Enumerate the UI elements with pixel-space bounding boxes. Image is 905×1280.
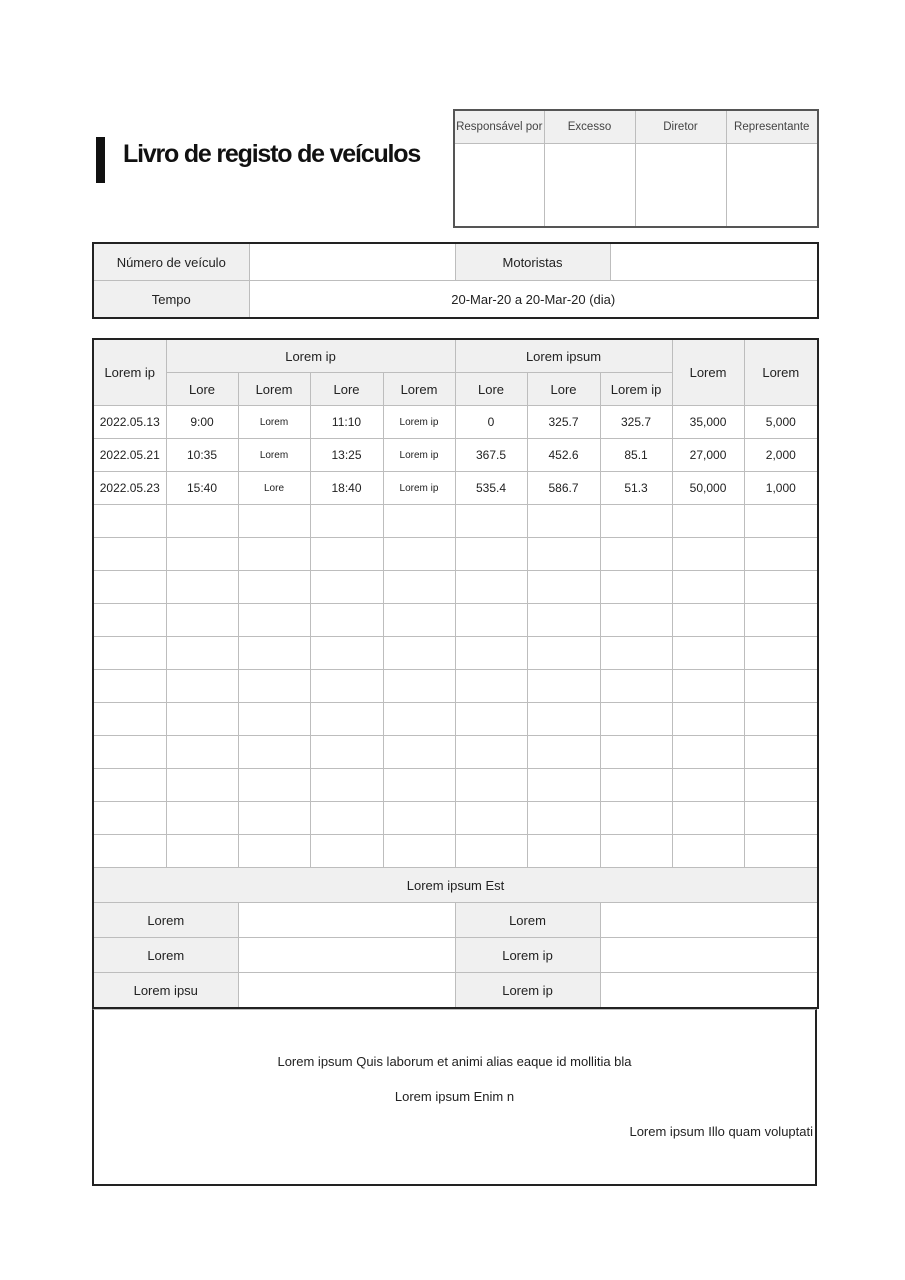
table-cell[interactable]: [672, 505, 744, 538]
table-cell[interactable]: 0: [455, 406, 527, 439]
table-cell[interactable]: [383, 637, 455, 670]
table-row: [93, 406, 818, 439]
table-cell[interactable]: [527, 670, 600, 703]
table-cell[interactable]: [600, 505, 672, 538]
table-cell[interactable]: [527, 604, 600, 637]
table-cell[interactable]: [455, 637, 527, 670]
table-cell[interactable]: [455, 769, 527, 802]
table-cell[interactable]: 85.1: [600, 439, 672, 472]
time-field[interactable]: 20-Mar-20 a 20-Mar-20 (dia): [249, 281, 818, 319]
approval-box: [453, 109, 819, 228]
notes-box[interactable]: [92, 1009, 817, 1186]
table-cell[interactable]: [238, 637, 310, 670]
table-cell[interactable]: [455, 835, 527, 868]
table-cell[interactable]: [600, 769, 672, 802]
table-cell[interactable]: 2,000: [744, 439, 818, 472]
table-cell[interactable]: [600, 802, 672, 835]
table-row: [93, 769, 818, 802]
table-cell[interactable]: [383, 802, 455, 835]
table-cell[interactable]: [166, 538, 238, 571]
table-row: [93, 505, 818, 538]
table-cell[interactable]: [166, 769, 238, 802]
table-cell[interactable]: [672, 703, 744, 736]
table-cell[interactable]: 325.7: [600, 406, 672, 439]
table-cell[interactable]: 51.3: [600, 472, 672, 505]
table-cell[interactable]: [744, 703, 818, 736]
log-header-date: Lorem ip: [93, 339, 166, 406]
table-row: [93, 571, 818, 604]
table-cell[interactable]: Lorem ip: [383, 439, 455, 472]
notes-line: Lorem ipsum Enim n: [394, 1089, 515, 1104]
table-cell[interactable]: 27,000: [672, 439, 744, 472]
table-cell[interactable]: [600, 835, 672, 868]
table-cell[interactable]: [166, 736, 238, 769]
title-accent-bar: [96, 137, 105, 183]
table-cell[interactable]: [93, 703, 166, 736]
summary-title: Lorem ipsum Est: [93, 868, 818, 903]
table-cell[interactable]: [527, 769, 600, 802]
table-cell[interactable]: [310, 538, 383, 571]
table-cell[interactable]: [744, 571, 818, 604]
table-cell[interactable]: [310, 736, 383, 769]
table-cell[interactable]: [672, 736, 744, 769]
drivers-field[interactable]: [610, 243, 818, 281]
table-cell[interactable]: [238, 604, 310, 637]
table-cell[interactable]: [672, 538, 744, 571]
table-cell[interactable]: 11:10: [310, 406, 383, 439]
table-cell[interactable]: [744, 637, 818, 670]
approval-signature-cell[interactable]: [454, 144, 544, 228]
table-cell[interactable]: [166, 802, 238, 835]
approval-signature-cell[interactable]: [635, 144, 726, 228]
time-label: Tempo: [93, 281, 249, 319]
table-cell[interactable]: [238, 571, 310, 604]
approval-header-director: Diretor: [635, 110, 726, 144]
table-cell[interactable]: [455, 538, 527, 571]
table-cell[interactable]: [600, 637, 672, 670]
table-cell[interactable]: [455, 571, 527, 604]
table-cell[interactable]: [93, 802, 166, 835]
table-cell[interactable]: [383, 835, 455, 868]
log-header-group-distance: Lorem ipsum: [455, 339, 672, 373]
summary-field[interactable]: [600, 938, 818, 973]
table-row: [93, 736, 818, 769]
table-cell[interactable]: 535.4: [455, 472, 527, 505]
vehicle-info-table: [92, 242, 819, 319]
table-cell[interactable]: [310, 670, 383, 703]
table-cell[interactable]: [527, 703, 600, 736]
log-subheader: Lore: [166, 373, 238, 406]
table-cell[interactable]: 367.5: [455, 439, 527, 472]
table-cell[interactable]: [527, 538, 600, 571]
table-cell[interactable]: [600, 604, 672, 637]
table-cell[interactable]: [238, 835, 310, 868]
table-cell[interactable]: Lorem ip: [383, 406, 455, 439]
log-subheader: Lore: [527, 373, 600, 406]
table-row: [93, 835, 818, 868]
table-cell[interactable]: [600, 670, 672, 703]
table-cell[interactable]: [455, 670, 527, 703]
vehicle-number-field[interactable]: [249, 243, 455, 281]
table-cell[interactable]: [744, 505, 818, 538]
table-cell[interactable]: [744, 670, 818, 703]
table-cell[interactable]: [93, 571, 166, 604]
table-cell[interactable]: [383, 670, 455, 703]
table-cell[interactable]: [672, 604, 744, 637]
table-cell[interactable]: [166, 571, 238, 604]
table-cell[interactable]: [383, 769, 455, 802]
summary-field[interactable]: [238, 903, 455, 938]
table-cell[interactable]: 13:25: [310, 439, 383, 472]
table-cell[interactable]: 2022.05.23: [93, 472, 166, 505]
table-cell[interactable]: [383, 604, 455, 637]
table-cell[interactable]: [600, 703, 672, 736]
log-subheader: Lore: [455, 373, 527, 406]
table-cell[interactable]: [527, 571, 600, 604]
table-row: [93, 604, 818, 637]
notes-line: Lorem ipsum Quis laborum et animi alias eaque id mollitia bla: [277, 1054, 632, 1069]
table-cell[interactable]: [310, 571, 383, 604]
table-cell[interactable]: [93, 637, 166, 670]
table-cell[interactable]: [166, 505, 238, 538]
approval-header-representative: Representante: [726, 110, 818, 144]
table-cell[interactable]: [383, 505, 455, 538]
summary-field[interactable]: [238, 973, 455, 1009]
table-cell[interactable]: [744, 769, 818, 802]
table-cell[interactable]: 452.6: [527, 439, 600, 472]
summary-label: Lorem ipsu: [93, 973, 238, 1009]
table-cell[interactable]: [600, 538, 672, 571]
table-cell[interactable]: [93, 505, 166, 538]
table-cell[interactable]: 5,000: [744, 406, 818, 439]
table-cell[interactable]: [527, 505, 600, 538]
table-cell[interactable]: [455, 604, 527, 637]
table-cell[interactable]: [672, 637, 744, 670]
summary-label: Lorem ip: [455, 938, 600, 973]
table-cell[interactable]: 10:35: [166, 439, 238, 472]
log-header-group-time: Lorem ip: [166, 339, 455, 373]
table-cell[interactable]: 586.7: [527, 472, 600, 505]
table-cell[interactable]: [166, 835, 238, 868]
table-cell[interactable]: [383, 703, 455, 736]
table-cell[interactable]: [93, 538, 166, 571]
table-cell[interactable]: [93, 604, 166, 637]
log-subheader: Lorem: [238, 373, 310, 406]
table-cell[interactable]: [238, 802, 310, 835]
table-cell[interactable]: [238, 505, 310, 538]
table-cell[interactable]: [455, 736, 527, 769]
table-cell[interactable]: [238, 670, 310, 703]
table-cell[interactable]: [744, 736, 818, 769]
log-subheader: Lorem ip: [600, 373, 672, 406]
table-cell[interactable]: 2022.05.21: [93, 439, 166, 472]
approval-signature-cell[interactable]: [726, 144, 818, 228]
table-cell[interactable]: [383, 538, 455, 571]
table-cell[interactable]: [672, 571, 744, 604]
table-cell[interactable]: [383, 736, 455, 769]
table-cell[interactable]: [166, 637, 238, 670]
table-row: [93, 802, 818, 835]
vehicle-number-label: Número de veículo: [93, 243, 249, 281]
approval-header-excess: Excesso: [544, 110, 635, 144]
table-cell[interactable]: [744, 835, 818, 868]
table-cell[interactable]: [527, 802, 600, 835]
summary-field[interactable]: [238, 938, 455, 973]
table-cell[interactable]: [310, 637, 383, 670]
table-cell[interactable]: 15:40: [166, 472, 238, 505]
table-cell[interactable]: 9:00: [166, 406, 238, 439]
log-subheader: Lorem: [383, 373, 455, 406]
table-cell[interactable]: [455, 505, 527, 538]
table-cell[interactable]: [744, 802, 818, 835]
table-cell[interactable]: [744, 538, 818, 571]
table-cell[interactable]: Lorem: [238, 439, 310, 472]
table-cell[interactable]: [455, 703, 527, 736]
table-cell[interactable]: 35,000: [672, 406, 744, 439]
table-cell[interactable]: [672, 670, 744, 703]
drivers-label: Motoristas: [455, 243, 610, 281]
table-cell[interactable]: [672, 769, 744, 802]
table-cell[interactable]: [310, 604, 383, 637]
summary-field[interactable]: [600, 973, 818, 1009]
table-row: [93, 538, 818, 571]
table-cell[interactable]: Lorem: [238, 406, 310, 439]
log-header-col9: Lorem: [672, 339, 744, 406]
table-cell[interactable]: [310, 802, 383, 835]
table-cell[interactable]: 50,000: [672, 472, 744, 505]
table-cell[interactable]: [527, 736, 600, 769]
table-cell[interactable]: [310, 505, 383, 538]
table-row: [93, 670, 818, 703]
table-cell[interactable]: Lore: [238, 472, 310, 505]
approval-header-responsible: Responsável por: [454, 110, 544, 144]
notes-line: Lorem ipsum Illo quam voluptati: [629, 1124, 813, 1139]
summary-label: Lorem: [455, 903, 600, 938]
approval-signature-cell[interactable]: [544, 144, 635, 228]
table-cell[interactable]: [527, 637, 600, 670]
table-cell[interactable]: 2022.05.13: [93, 406, 166, 439]
table-cell[interactable]: [672, 802, 744, 835]
summary-label: Lorem ip: [455, 973, 600, 1009]
table-cell[interactable]: [527, 835, 600, 868]
table-cell[interactable]: [238, 736, 310, 769]
table-cell[interactable]: [744, 604, 818, 637]
table-row: [93, 439, 818, 472]
log-subheader: Lore: [310, 373, 383, 406]
vehicle-log-table: [92, 338, 819, 1009]
table-row: [93, 472, 818, 505]
table-cell[interactable]: [166, 703, 238, 736]
table-cell[interactable]: [93, 769, 166, 802]
table-cell[interactable]: [93, 670, 166, 703]
table-cell[interactable]: [93, 835, 166, 868]
table-cell[interactable]: 18:40: [310, 472, 383, 505]
table-cell[interactable]: 325.7: [527, 406, 600, 439]
table-cell[interactable]: [672, 835, 744, 868]
table-cell[interactable]: [310, 835, 383, 868]
table-cell[interactable]: [600, 736, 672, 769]
table-cell[interactable]: [238, 703, 310, 736]
summary-label: Lorem: [93, 903, 238, 938]
table-cell[interactable]: [93, 736, 166, 769]
table-cell[interactable]: [310, 703, 383, 736]
table-cell[interactable]: [600, 571, 672, 604]
table-cell[interactable]: 1,000: [744, 472, 818, 505]
table-cell[interactable]: [166, 670, 238, 703]
table-cell[interactable]: [455, 802, 527, 835]
summary-label: Lorem: [93, 938, 238, 973]
summary-field[interactable]: [600, 903, 818, 938]
table-cell[interactable]: Lorem ip: [383, 472, 455, 505]
table-cell[interactable]: [238, 769, 310, 802]
table-cell[interactable]: [383, 571, 455, 604]
table-cell[interactable]: [166, 604, 238, 637]
page-title: Livro de registo de veículos: [123, 140, 421, 168]
log-header-col10: Lorem: [744, 339, 818, 406]
table-row: [93, 637, 818, 670]
table-cell[interactable]: [310, 769, 383, 802]
table-row: [93, 703, 818, 736]
table-cell[interactable]: [238, 538, 310, 571]
